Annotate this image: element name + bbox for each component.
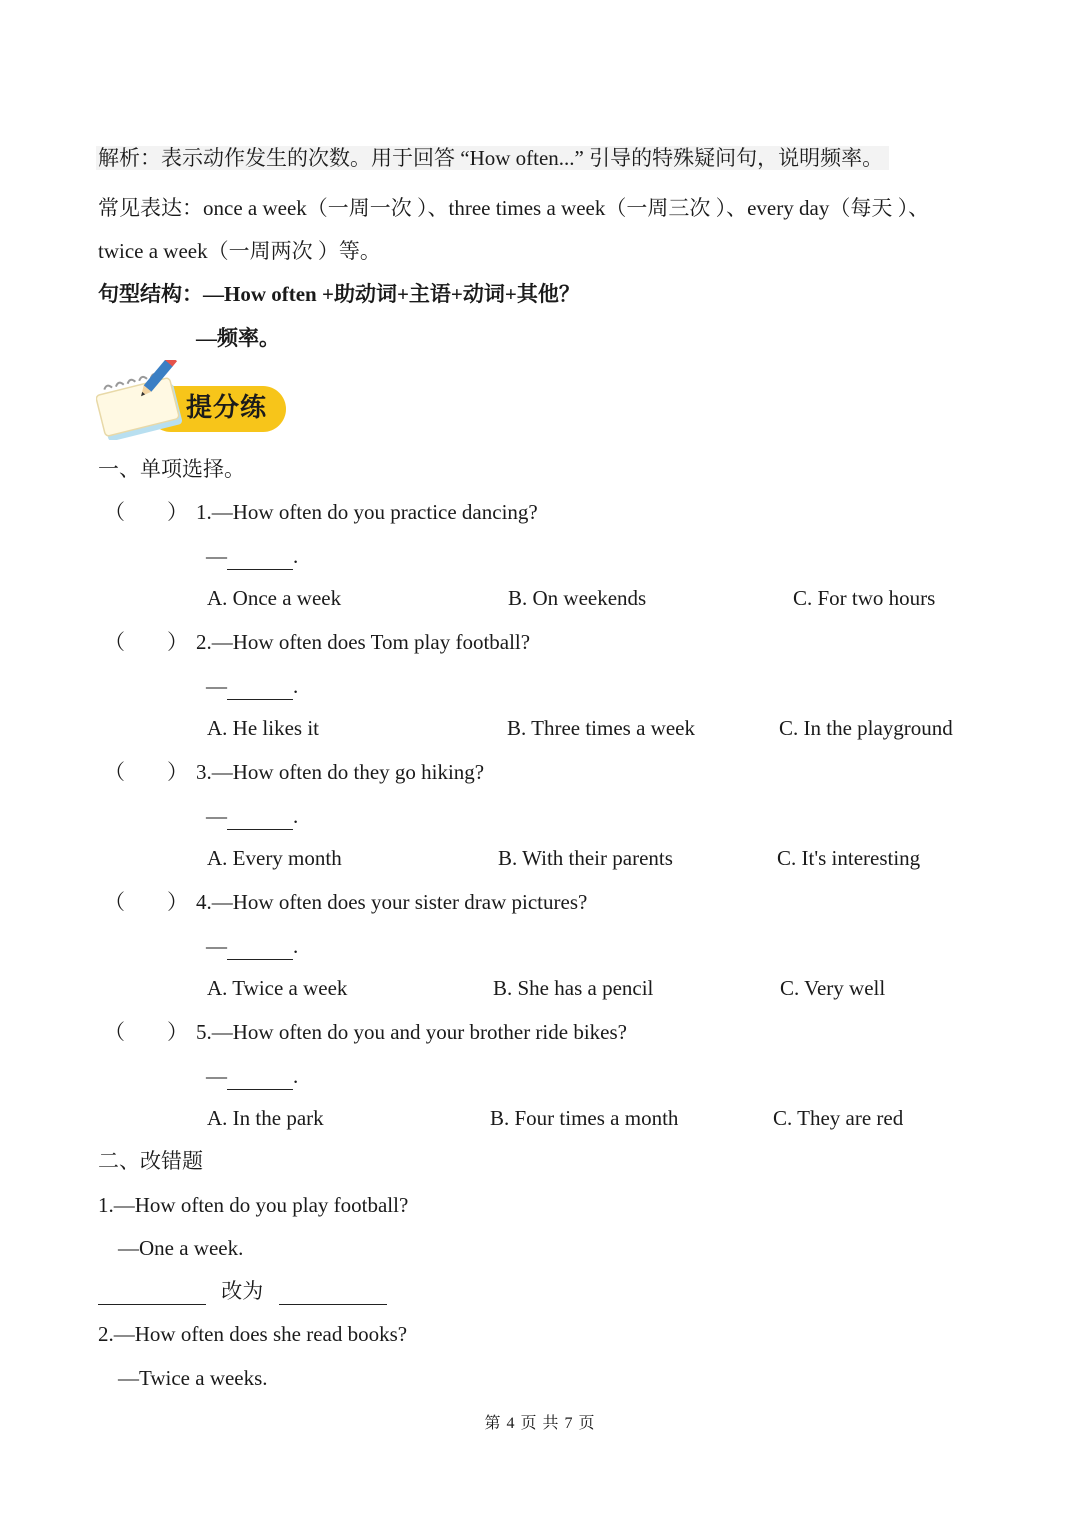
change-to-label: 改为 bbox=[221, 1279, 264, 1303]
section-2-title: 二、改错题 bbox=[98, 1149, 203, 1173]
common-expressions-line-1: 常见表达：once a week（一周一次 ）、three times a week（一周三次 ）、every day（每天 ）、 bbox=[98, 196, 930, 220]
answer-line bbox=[206, 802, 298, 830]
option-c[interactable]: C. It's interesting bbox=[777, 846, 921, 870]
option-c[interactable]: C. In the playground bbox=[779, 716, 953, 740]
option-b[interactable]: B. On weekends bbox=[508, 586, 647, 610]
correction-fixed-blank[interactable] bbox=[279, 1282, 387, 1305]
sentence-structure-answer: —频率。 bbox=[196, 326, 280, 350]
option-c[interactable]: C. They are red bbox=[773, 1106, 904, 1130]
section-1-title: 一、单项选择。 bbox=[98, 457, 245, 481]
answer-blank[interactable] bbox=[227, 807, 293, 830]
question-text: 4.—How often does your sister draw pictures? bbox=[196, 890, 588, 914]
question-text: 3.—How often do they go hiking? bbox=[196, 760, 485, 784]
option-a[interactable]: A. Twice a week bbox=[207, 976, 348, 1000]
correction-2-answer: —Twice a weeks. bbox=[118, 1366, 268, 1390]
option-a[interactable]: A. He likes it bbox=[207, 716, 319, 740]
question-text: 2.—How often does Tom play football? bbox=[196, 630, 531, 654]
option-b[interactable]: B. Three times a week bbox=[507, 716, 695, 740]
answer-period: . bbox=[293, 804, 299, 828]
correction-1-blanks bbox=[98, 1277, 387, 1305]
option-c[interactable]: C. Very well bbox=[780, 976, 886, 1000]
answer-period: . bbox=[293, 1064, 299, 1088]
answer-line bbox=[206, 542, 298, 570]
answer-dash: — bbox=[206, 544, 227, 568]
question-text: 5.—How often do you and your brother ride bikes? bbox=[196, 1020, 627, 1044]
correction-original-blank[interactable] bbox=[98, 1282, 206, 1305]
answer-paren[interactable]: （ ） bbox=[104, 630, 188, 654]
correction-2-question: 2.—How often does she read books? bbox=[98, 1322, 408, 1346]
correction-1-answer: —One a week. bbox=[118, 1236, 244, 1260]
option-c[interactable]: C. For two hours bbox=[793, 586, 936, 610]
answer-dash: — bbox=[206, 674, 227, 698]
answer-dash: — bbox=[206, 934, 227, 958]
answer-line bbox=[206, 1062, 298, 1090]
answer-period: . bbox=[293, 544, 299, 568]
option-a[interactable]: A. In the park bbox=[207, 1106, 324, 1130]
answer-paren[interactable]: （ ） bbox=[104, 760, 188, 784]
answer-period: . bbox=[293, 674, 299, 698]
answer-blank[interactable] bbox=[227, 937, 293, 960]
answer-period: . bbox=[293, 934, 299, 958]
answer-paren[interactable]: （ ） bbox=[104, 890, 188, 914]
question-text: 1.—How often do you practice dancing? bbox=[196, 500, 538, 524]
page-footer: 第 4 页 共 7 页 bbox=[484, 1415, 596, 1432]
correction-1-question: 1.—How often do you play football? bbox=[98, 1193, 409, 1217]
section-banner bbox=[96, 360, 292, 440]
answer-line bbox=[206, 932, 298, 960]
answer-blank[interactable] bbox=[227, 547, 293, 570]
option-b[interactable]: B. With their parents bbox=[498, 846, 673, 870]
option-a[interactable]: A. Once a week bbox=[207, 586, 342, 610]
answer-dash: — bbox=[206, 1064, 227, 1088]
structure-label: 句型结构： bbox=[98, 282, 203, 306]
answer-blank[interactable] bbox=[227, 1067, 293, 1090]
option-b[interactable]: B. Four times a month bbox=[490, 1106, 679, 1130]
sentence-structure-question bbox=[98, 280, 580, 308]
answer-line bbox=[206, 672, 298, 700]
common-expressions-line-2: twice a week（一周两次 ）等。 bbox=[98, 239, 381, 263]
analysis-line: 解析：表示动作发生的次数。用于回答 “How often...” 引导的特殊疑问句，说明频率。 bbox=[96, 144, 889, 172]
option-a[interactable]: A. Every month bbox=[207, 846, 342, 870]
structure-question: —How often +助动词+主语+动词+其他？ bbox=[203, 282, 580, 306]
answer-blank[interactable] bbox=[227, 677, 293, 700]
option-b[interactable]: B. She has a pencil bbox=[493, 976, 654, 1000]
answer-paren[interactable]: （ ） bbox=[104, 1020, 188, 1044]
banner-label: 提分练 bbox=[186, 393, 268, 423]
answer-paren[interactable]: （ ） bbox=[104, 500, 188, 524]
answer-dash: — bbox=[206, 804, 227, 828]
